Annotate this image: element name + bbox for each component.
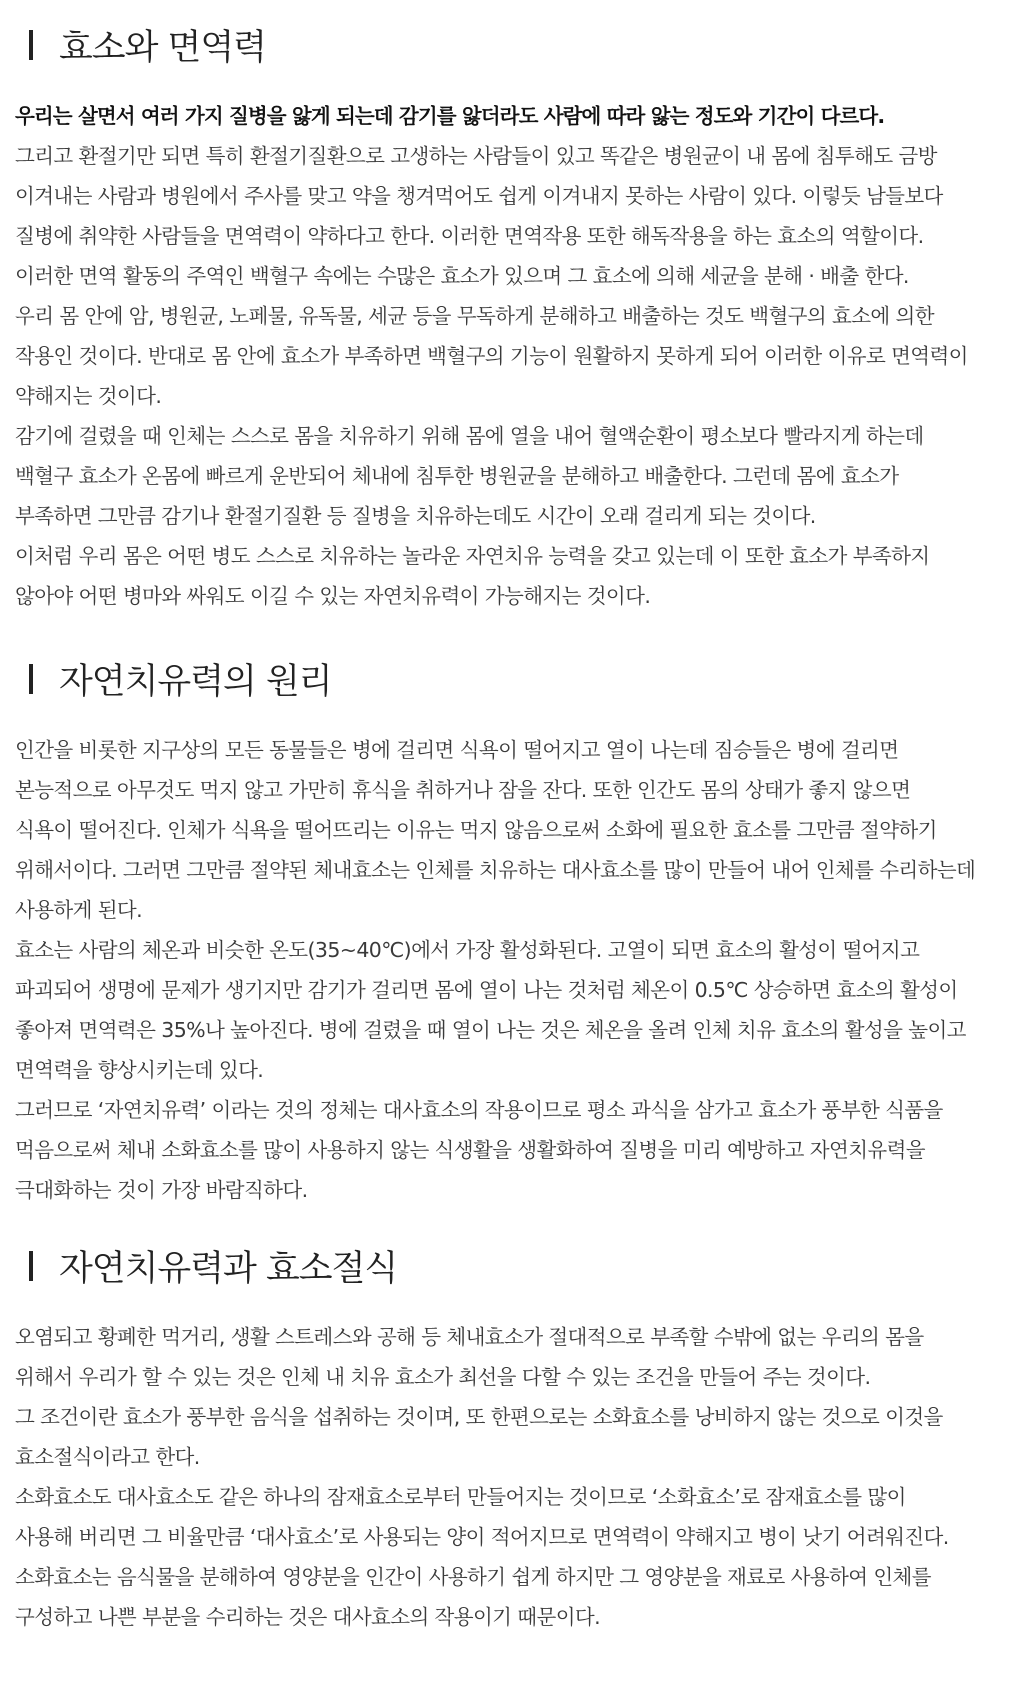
paragraph-line: 위해서 우리가 할 수 있는 것은 인체 내 치유 효소가 최선을 다할 수 있는 조건을 만들어 주는 것이다. <box>15 1365 871 1389</box>
section-title: 효소와 면역력 <box>59 28 266 68</box>
paragraph-line: 사용해 버리면 그 비율만큼 ‘대사효소’로 사용되는 양이 적어지므로 면역력이 약해지고 병이 낫기 어려워진다. <box>15 1525 949 1549</box>
section-heading <box>15 22 968 68</box>
paragraph-line: 사용하게 된다. <box>15 898 143 922</box>
section-body <box>15 1317 949 1637</box>
paragraph-line: 본능적으로 아무것도 먹지 않고 가만히 휴식을 취하거나 잠을 잔다. 또한 인간도 몸의 상태가 좋지 않으면 <box>15 778 911 802</box>
lead-sentence: 우리는 살면서 여러 가지 질병을 앓게 되는데 감기를 앓더라도 사람에 따라 앓는 정도와 기간이 다르다. <box>15 104 885 128</box>
section-title: 자연치유력의 원리 <box>59 662 332 702</box>
paragraph-line: 백혈구 효소가 온몸에 빠르게 운반되어 체내에 침투한 병원균을 분해하고 배출한다. 그런데 몸에 효소가 <box>15 464 899 488</box>
paragraph-line: 않아야 어떤 병마와 싸워도 이길 수 있는 자연치유력이 가능해지는 것이다. <box>15 584 651 608</box>
paragraph-line: 이러한 면역 활동의 주역인 백혈구 속에는 수많은 효소가 있으며 그 효소에 의해 세균을 분해 · 배출 한다. <box>15 264 909 288</box>
section-body <box>15 730 975 1210</box>
paragraph-line: 소화효소는 음식물을 분해하여 영양분을 인간이 사용하기 쉽게 하지만 그 영양분을 재료로 사용하여 인체를 <box>15 1565 931 1589</box>
paragraph-line: 위해서이다. 그러면 그만큼 절약된 체내효소는 인체를 치유하는 대사효소를 많이 만들어 내어 인체를 수리하는데 <box>15 858 976 882</box>
paragraph-line: 효소는 사람의 체온과 비슷한 온도(35~40℃)에서 가장 활성화된다. 고열이 되면 효소의 활성이 떨어지고 <box>15 938 920 962</box>
paragraph-line: 우리 몸 안에 암, 병원균, 노페물, 유독물, 세균 등을 무독하게 분해하고 배출하는 것도 백혈구의 효소에 의한 <box>15 304 934 328</box>
paragraph-line: 작용인 것이다. 반대로 몸 안에 효소가 부족하면 백혈구의 기능이 원활하지 못하게 되어 이러한 이유로 면역력이 <box>15 344 968 368</box>
section-title: 자연치유력과 효소절식 <box>59 1249 398 1289</box>
paragraph-line: 먹음으로써 체내 소화효소를 많이 사용하지 않는 식생활을 생활화하여 질병을 미리 예방하고 자연치유력을 <box>15 1138 926 1162</box>
paragraph-line: 부족하면 그만큼 감기나 환절기질환 등 질병을 치유하는데도 시간이 오래 걸리게 되는 것이다. <box>15 504 816 528</box>
paragraph-line: 이처럼 우리 몸은 어떤 병도 스스로 치유하는 놀라운 자연치유 능력을 갖고 있는데 이 또한 효소가 부족하지 <box>15 544 930 568</box>
paragraph-line: 그 조건이란 효소가 풍부한 음식을 섭취하는 것이며, 또 한편으로는 소화효소를 낭비하지 않는 것으로 이것을 <box>15 1405 943 1429</box>
paragraph-line: 식욕이 떨어진다. 인체가 식욕을 떨어뜨리는 이유는 먹지 않음으로써 소화에 필요한 효소를 그만큼 절약하기 <box>15 818 937 842</box>
section-body <box>15 96 968 616</box>
paragraph-line: 오염되고 황폐한 먹거리, 생활 스트레스와 공해 등 체내효소가 절대적으로 부족할 수밖에 없는 우리의 몸을 <box>15 1325 924 1349</box>
section-natural-healing-principle <box>15 656 975 1210</box>
paragraph-line: 면역력을 향상시키는데 있다. <box>15 1058 264 1082</box>
section-heading <box>15 1243 949 1289</box>
paragraph-line: 소화효소도 대사효소도 같은 하나의 잠재효소로부터 만들어지는 것이므로 ‘소화효소’로 잠재효소를 많이 <box>15 1485 906 1509</box>
paragraph-line: 파괴되어 생명에 문제가 생기지만 감기가 걸리면 몸에 열이 나는 것처럼 체온이 0.5℃ 상승하면 효소의 활성이 <box>15 978 958 1002</box>
section-enzyme-immunity <box>15 22 968 616</box>
paragraph-line: 좋아져 면역력은 35%나 높아진다. 병에 걸렸을 때 열이 나는 것은 체온을 올려 인체 치유 효소의 활성을 높이고 <box>15 1018 966 1042</box>
paragraph-line: 질병에 취약한 사람들을 면역력이 약하다고 한다. 이러한 면역작용 또한 해독작용을 하는 효소의 역할이다. <box>15 224 924 248</box>
heading-bar-icon <box>29 664 33 694</box>
section-heading <box>15 656 975 702</box>
paragraph-line: 인간을 비롯한 지구상의 모든 동물들은 병에 걸리면 식욕이 떨어지고 열이 나는데 짐승들은 병에 걸리면 <box>15 738 899 762</box>
paragraph-line: 감기에 걸렸을 때 인체는 스스로 몸을 치유하기 위해 몸에 열을 내어 혈액순환이 평소보다 빨라지게 하는데 <box>15 424 924 448</box>
paragraph-line: 그러므로 ‘자연치유력’ 이라는 것의 정체는 대사효소의 작용이므로 평소 과식을 삼가고 효소가 풍부한 식품을 <box>15 1098 943 1122</box>
section-natural-healing-enzyme-fasting <box>15 1243 949 1637</box>
paragraph-line: 그리고 환절기만 되면 특히 환절기질환으로 고생하는 사람들이 있고 똑같은 병원균이 내 몸에 침투해도 금방 <box>15 144 937 168</box>
paragraph-line: 약해지는 것이다. <box>15 384 162 408</box>
paragraph-line: 극대화하는 것이 가장 바람직하다. <box>15 1178 308 1202</box>
heading-bar-icon <box>29 1251 33 1281</box>
paragraph-line: 효소절식이라고 한다. <box>15 1445 200 1469</box>
paragraph-line: 이겨내는 사람과 병원에서 주사를 맞고 약을 챙겨먹어도 쉽게 이겨내지 못하는 사람이 있다. 이렇듯 남들보다 <box>15 184 943 208</box>
paragraph-line: 구성하고 나쁜 부분을 수리하는 것은 대사효소의 작용이기 때문이다. <box>15 1605 601 1629</box>
heading-bar-icon <box>29 30 33 60</box>
